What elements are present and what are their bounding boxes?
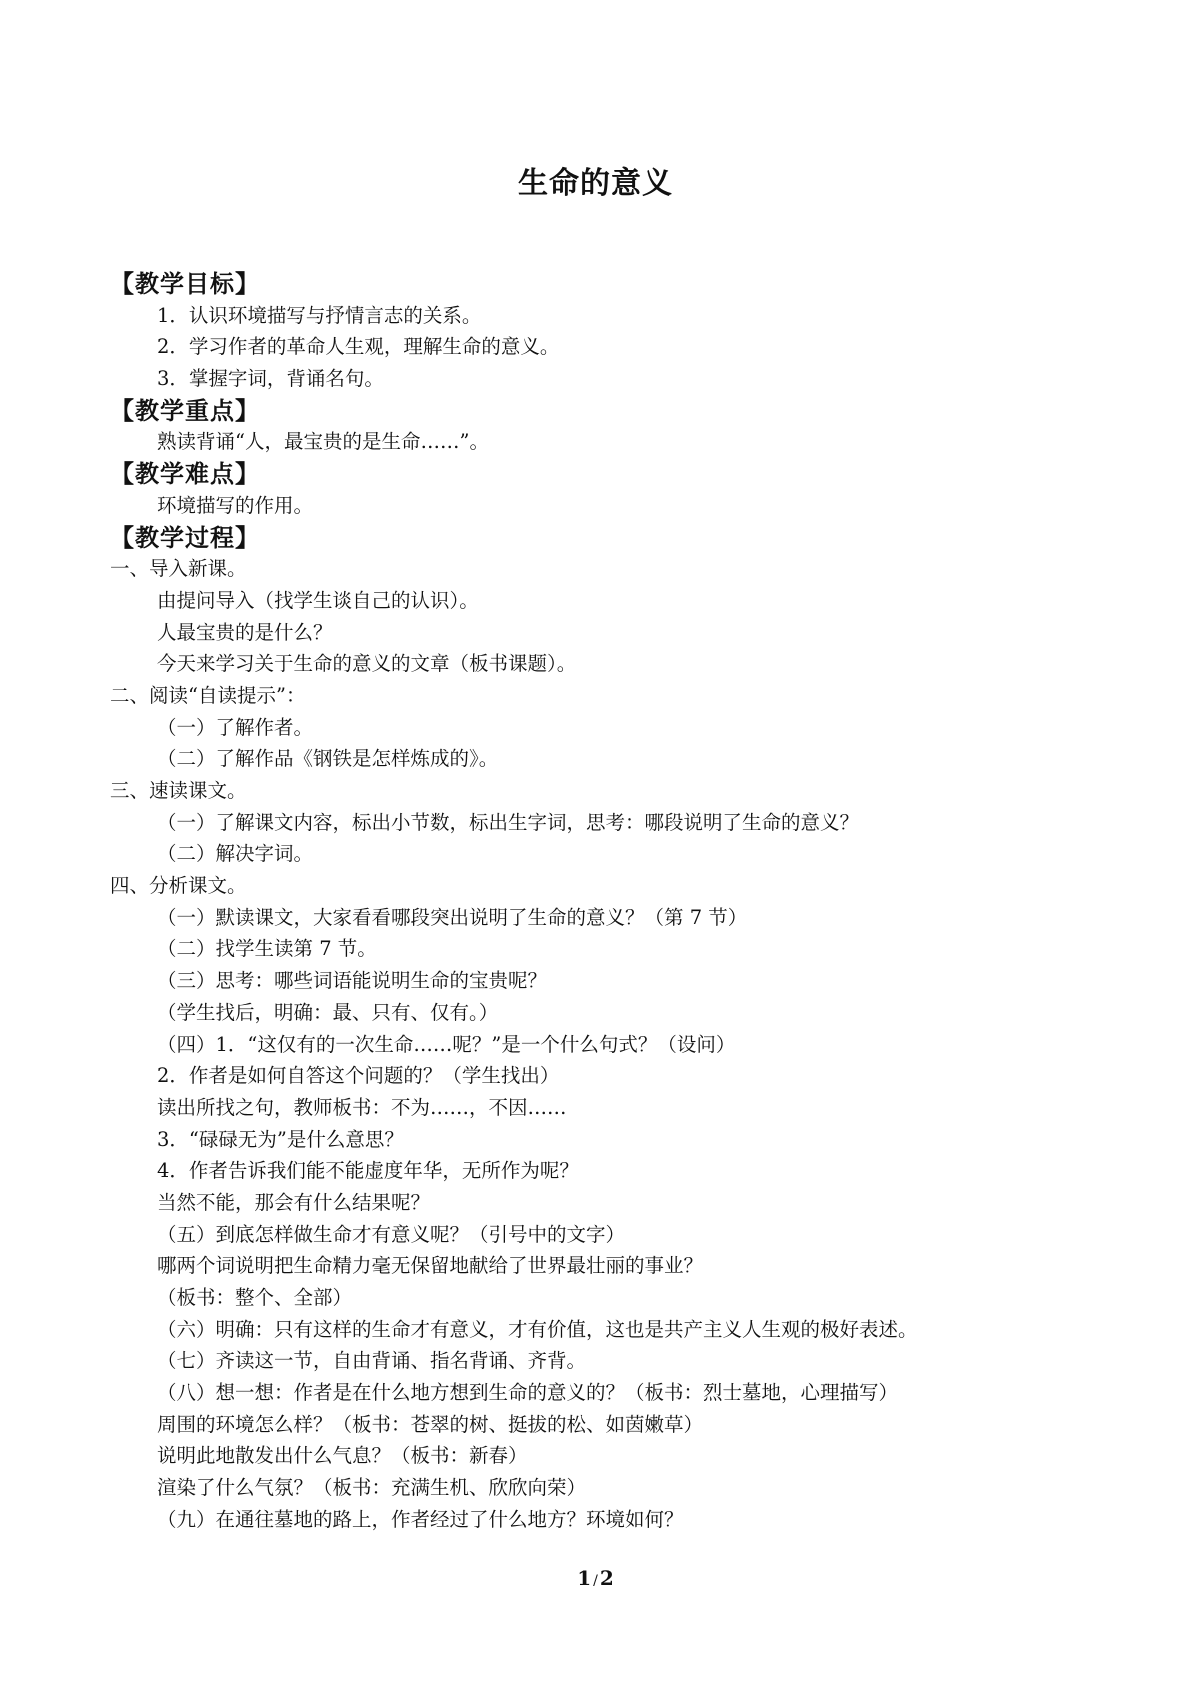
body-line: （二）了解作品《钢铁是怎样炼成的》。 (157, 747, 499, 771)
body-line: （六）明确：只有这样的生命才有意义，才有价值，这也是共产主义人生观的极好表述。 (157, 1317, 918, 1341)
body-line: （学生找后，明确：最、只有、仅有。） (157, 1000, 499, 1024)
section-step: 一、导入新课。 (110, 557, 247, 581)
body-line: 当然不能，那会有什么结果呢？ (157, 1190, 431, 1214)
body-line: 渲染了什么气氛？（板书：充满生机、欣欣向荣） (157, 1476, 587, 1500)
body-line: 3．“碌碌无为”是什么意思？ (157, 1127, 404, 1151)
body-line: （二）解决字词。 (157, 842, 314, 866)
body-line: 3．掌握字词，背诵名句。 (157, 367, 384, 391)
section-heading: 【教学难点】 (110, 459, 260, 489)
body-line: 环境描写的作用。 (157, 493, 314, 517)
body-line: （四）1．“这仅有的一次生命……呢？”是一个什么句式？（设问） (157, 1032, 736, 1056)
body-line: （八）想一想：作者是在什么地方想到生命的意义的？（板书：烈士墓地，心理描写） (157, 1381, 899, 1405)
body-line: （三）思考：哪些词语能说明生命的宝贵呢？ (157, 969, 548, 993)
section-step: 四、分析课文。 (110, 874, 247, 898)
section-heading: 【教学重点】 (110, 395, 260, 425)
section-step: 二、阅读“自读提示”： (110, 683, 306, 707)
body-line: 说明此地散发出什么气息？（板书：新春） (157, 1444, 528, 1468)
body-line: 由提问导入（找学生谈自己的认识）。 (157, 588, 479, 612)
body-line: 读出所找之句，教师板书：不为……，不因…… (157, 1095, 567, 1119)
body-line: 人最宝贵的是什么？ (157, 620, 333, 644)
body-line: （一）了解作者。 (157, 715, 314, 739)
body-line: 今天来学习关于生命的意义的文章（板书课题）。 (157, 652, 577, 676)
body-line: 4．作者告诉我们能不能虚度年华，无所作为呢？ (157, 1159, 579, 1183)
document-title: 生命的意义 (518, 166, 673, 201)
body-line: （板书：整个、全部） (157, 1286, 353, 1309)
body-line: 1．认识环境描写与抒情言志的关系。 (157, 303, 482, 327)
document-body (110, 268, 1110, 1536)
body-line: 周围的环境怎么样？（板书：苍翠的树、挺拔的松、如茵嫩草） (157, 1412, 704, 1436)
page-separator: / (593, 1573, 598, 1589)
body-line: 2．学习作者的革命人生观，理解生命的意义。 (157, 335, 560, 359)
current-page-number: 1 (577, 1566, 592, 1590)
section-step: 三、速读课文。 (110, 779, 247, 802)
body-line: 2．作者是如何自答这个问题的？（学生找出） (157, 1064, 560, 1088)
total-page-number: 2 (599, 1566, 614, 1590)
body-line: 哪两个词说明把生命精力毫无保留地献给了世界最壮丽的事业？ (157, 1254, 704, 1278)
body-line: （七）齐读这一节，自由背诵、指名背诵、齐背。 (157, 1349, 587, 1373)
page-number (0, 1566, 1191, 1590)
section-heading: 【教学过程】 (110, 522, 260, 552)
section-heading: 【教学目标】 (110, 269, 260, 298)
body-line: （一）了解课文内容，标出小节数，标出生字词，思考：哪段说明了生命的意义？ (157, 810, 860, 834)
body-line: （一）默读课文，大家看看哪段突出说明了生命的意义？（第 7 节） (157, 905, 748, 929)
body-line: （五）到底怎样做生命才有意义呢？（引号中的文字） (157, 1222, 626, 1246)
body-line: 熟读背诵“人，最宝贵的是生命……”。 (157, 430, 489, 454)
body-line: （二）找学生读第 7 节。 (157, 937, 377, 961)
body-line: （九）在通往墓地的路上，作者经过了什么地方？环境如何？ (157, 1507, 684, 1531)
